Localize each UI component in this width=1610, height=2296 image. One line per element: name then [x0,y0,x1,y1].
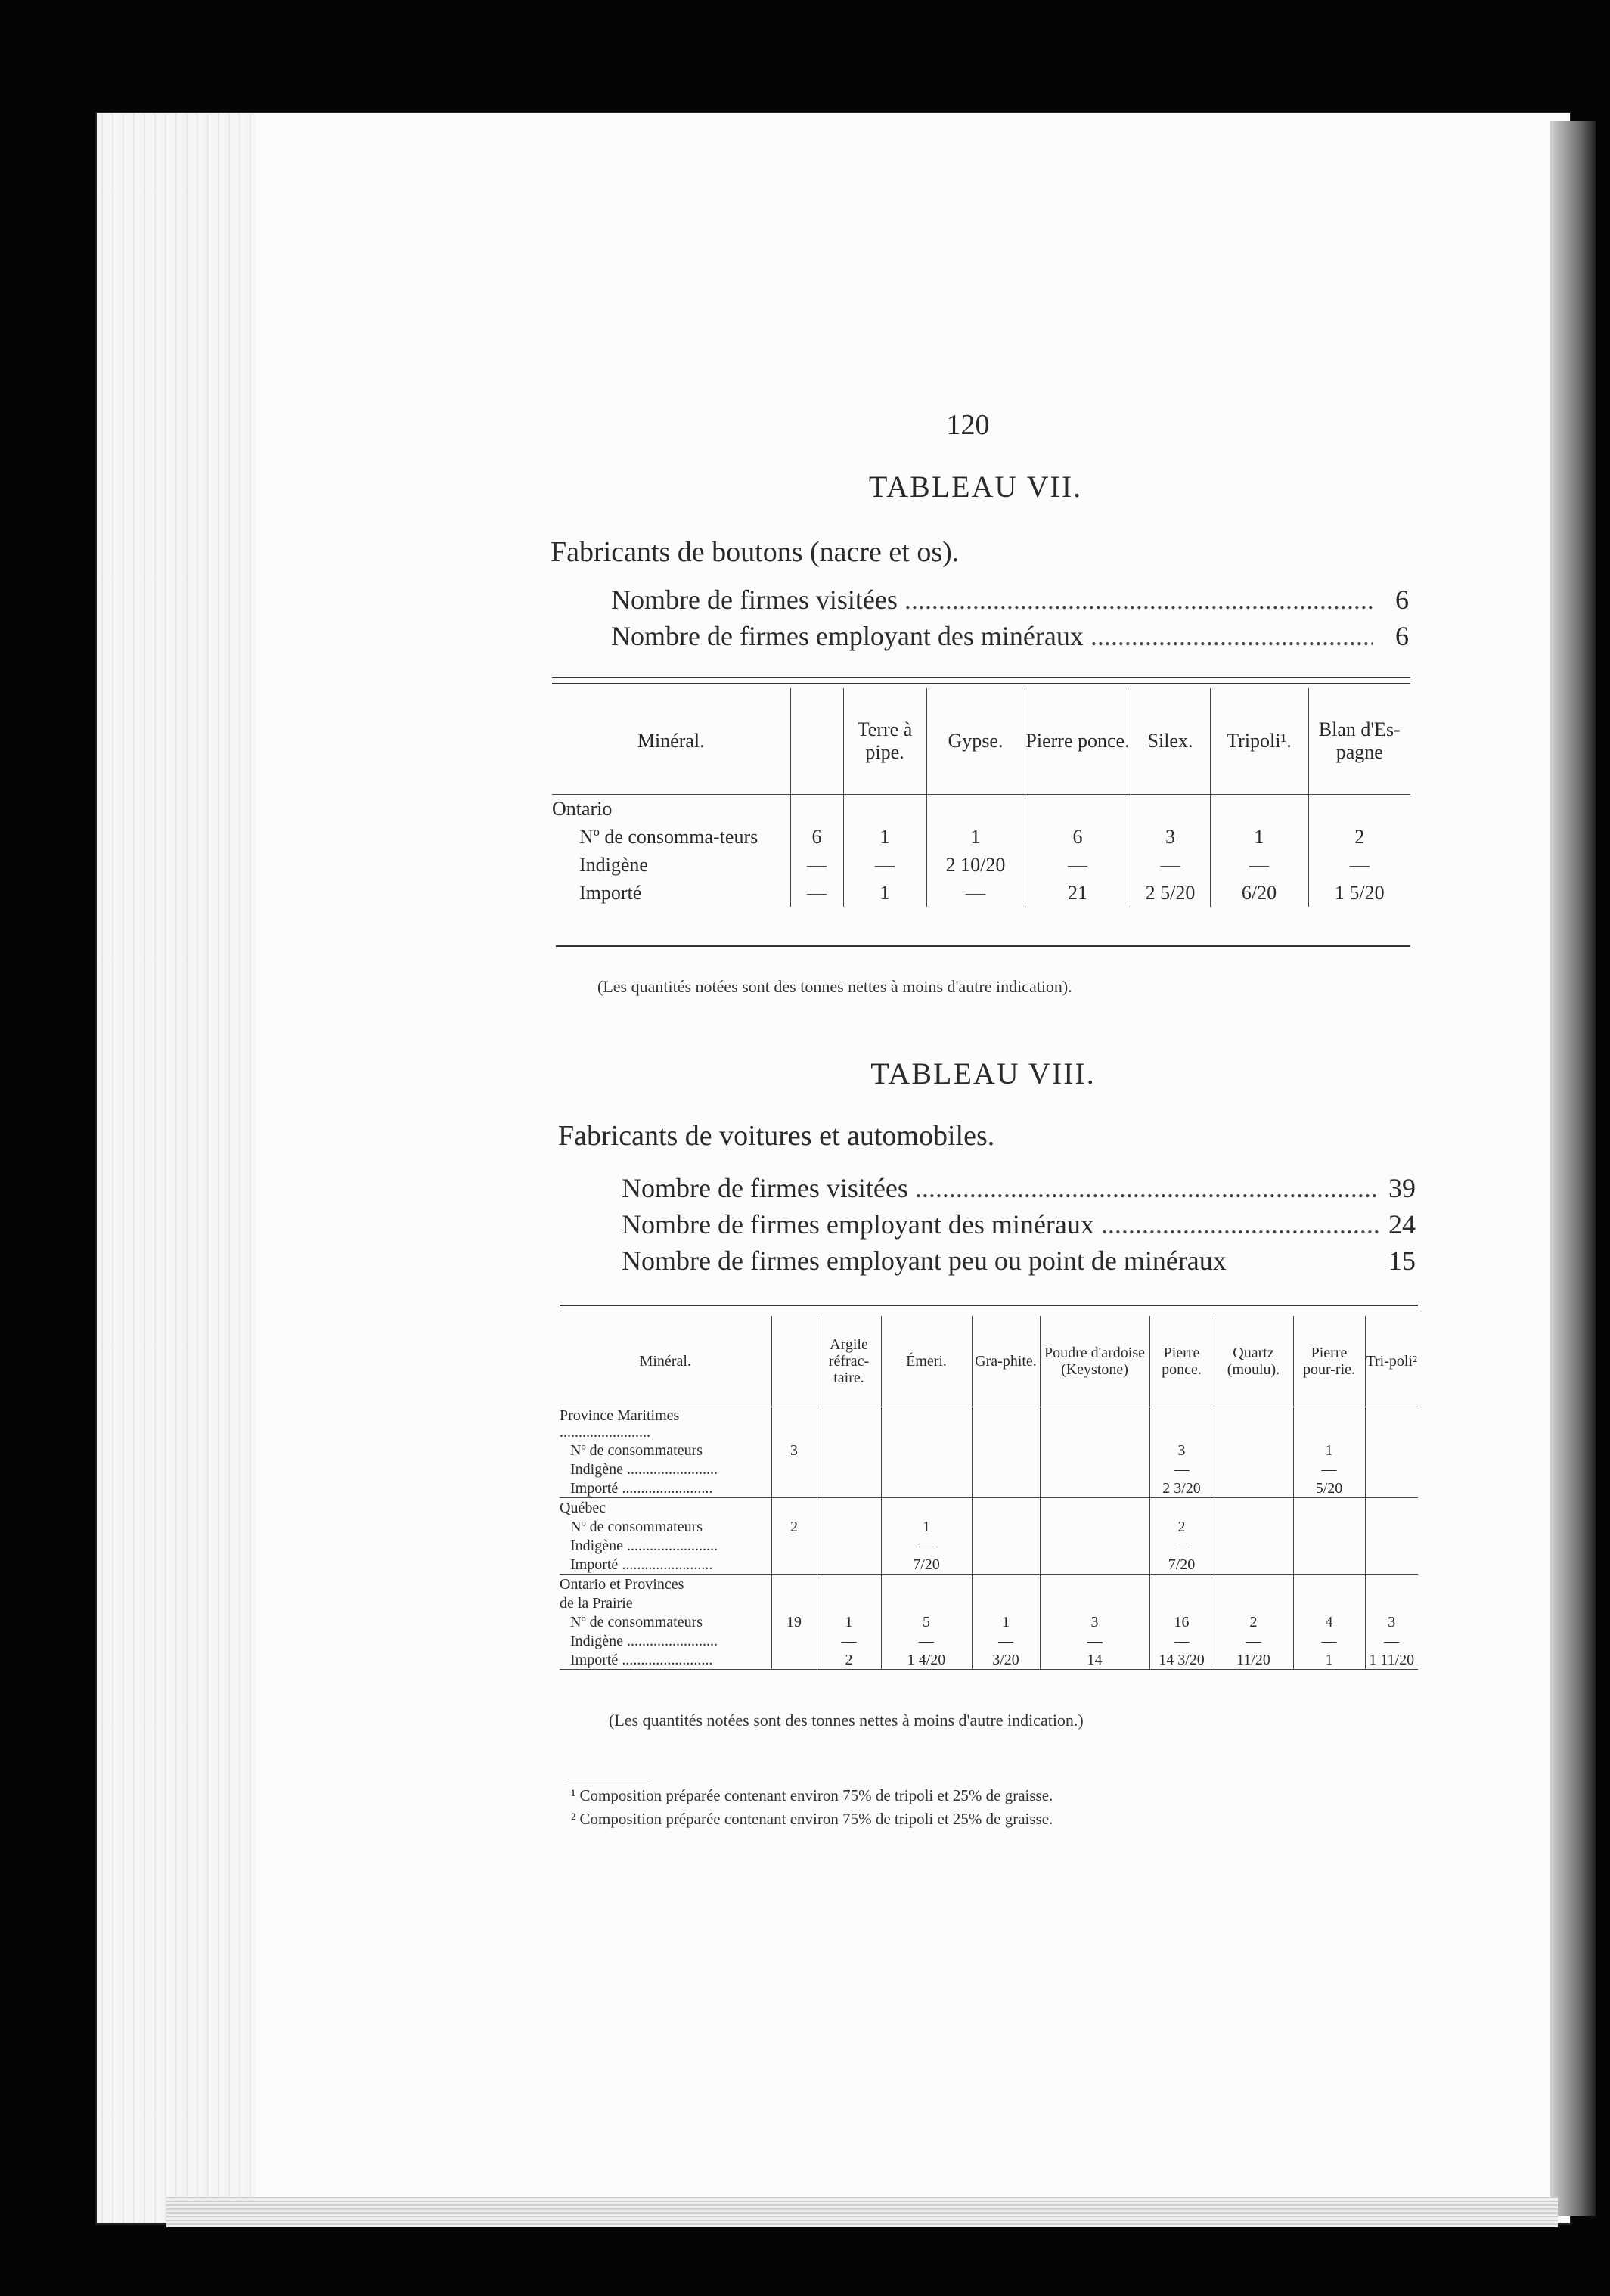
tableau8-visited-label: Nombre de firmes visitées ..... [622,1172,1379,1204]
tableau8-top-rule [560,1305,1418,1306]
cell: 1 [817,1612,881,1631]
table-row [560,1650,1418,1670]
cell: 2 5/20 [1131,879,1210,907]
table-row [560,1555,1418,1575]
table-row [560,1478,1418,1498]
tableau8-note: (Les quantités notées sont des tonnes nettes à moins d'autre indication.) [609,1711,1084,1730]
cell [881,1441,972,1460]
cell: 3 [1131,823,1210,851]
cell [1214,1460,1293,1478]
cell [1040,1517,1149,1536]
cell [771,1460,817,1478]
row-label: Importé ..... [560,1555,771,1575]
cell [1040,1536,1149,1555]
tableau7-using-value: 6 [1395,621,1409,651]
cell [817,1536,881,1555]
table-row [552,823,1410,851]
table-row [560,1631,1418,1650]
cell: — [1149,1536,1214,1555]
cell: 6 [790,823,843,851]
cell: 14 3/20 [1149,1650,1214,1670]
page-bottom-edge [166,2197,1558,2227]
cell [771,1650,817,1670]
header-blanc-espagne: Blan d'Es-pagne [1308,688,1410,795]
cell: 3 [1040,1612,1149,1631]
tableau7-top-rule [552,677,1410,678]
tableau7-visited [611,584,1409,616]
cell: 2 [1308,823,1410,851]
cell: 3/20 [972,1650,1040,1670]
tableau8-using-value: 24 [1388,1209,1416,1240]
cell: 2 [817,1650,881,1670]
region-label: Ontario [552,797,613,820]
header-quartz: Quartz (moulu). [1214,1316,1293,1407]
table-row [552,851,1410,879]
row-label: Indigène ..... [560,1460,771,1478]
tableau8-visited-value: 39 [1388,1173,1416,1203]
row-label: Nº de consommateurs [570,1441,703,1459]
cell: 2 3/20 [1149,1478,1214,1498]
cell: — [881,1631,972,1650]
cell: — [1308,851,1410,879]
table-row [560,1407,1418,1441]
cell: 1 [843,879,926,907]
page-number: 120 [946,409,990,441]
cell: 2 [1149,1517,1214,1536]
cell: 2 [1214,1612,1293,1631]
cell: 1 11/20 [1365,1650,1418,1670]
table-row [560,1460,1418,1478]
book-page [97,113,1570,2223]
cell: 1 [1293,1441,1365,1460]
cell: — [790,851,843,879]
cell [817,1555,881,1575]
cell: — [1365,1631,1418,1650]
cell [817,1478,881,1498]
cell: 11/20 [1214,1650,1293,1670]
cell: 1 5/20 [1308,879,1410,907]
header-graphite: Gra-phite. [972,1316,1040,1407]
table-row [552,795,1410,824]
row-label: Indigène [579,853,648,876]
row-label: Importé ..... [560,1478,771,1498]
cell: — [1293,1460,1365,1478]
cell: 3 [1149,1441,1214,1460]
cell: 1 [1293,1650,1365,1670]
cell: — [1214,1631,1293,1650]
cell [972,1517,1040,1536]
cell [1365,1555,1418,1575]
cell: 3 [1365,1612,1418,1631]
cell: — [881,1536,972,1555]
cell [1365,1517,1418,1536]
table-row [560,1593,1418,1612]
cell: 19 [771,1612,817,1631]
cell [1365,1441,1418,1460]
cell [972,1478,1040,1498]
row-label: Nº de consommateurs [570,1613,703,1630]
tableau7-subtitle: Fabricants de boutons (nacre et os). [551,536,960,568]
row-label: Nº de consomma-teurs [579,825,758,848]
cell [1214,1517,1293,1536]
cell [1214,1536,1293,1555]
tableau8-subtitle: Fabricants de voitures et automobiles. [558,1120,995,1152]
region-label: Ontario et Provinces [560,1575,684,1593]
header-pierre-pourrie: Pierre pour-rie. [1293,1316,1365,1407]
cell: 7/20 [1149,1555,1214,1575]
tableau8-few-value: 15 [1388,1246,1416,1276]
cell: — [817,1631,881,1650]
page-edge [1550,121,1596,2216]
tableau7-top-rule-2 [552,683,1410,684]
cell: 2 [771,1517,817,1536]
cell: — [1149,1631,1214,1650]
header-poudre-ardoise: Poudre d'ardoise (Keystone) [1040,1316,1149,1407]
cell [1040,1555,1149,1575]
cell: 14 [1040,1650,1149,1670]
row-label: Nº de consommateurs [570,1518,703,1535]
cell [881,1460,972,1478]
page-gutter [97,113,256,2223]
cell: 16 [1149,1612,1214,1631]
region-label: Québec [560,1499,606,1516]
cell: 1 [881,1517,972,1536]
tableau8-using [622,1209,1416,1240]
cell [972,1555,1040,1575]
cell: 4 [1293,1612,1365,1631]
tableau8-header-row [560,1316,1418,1407]
header-pierre-ponce: Pierre ponce. [1025,688,1131,795]
cell: — [972,1631,1040,1650]
table-row [560,1441,1418,1460]
region-label-2: de la Prairie [560,1594,633,1612]
cell: 1 4/20 [881,1650,972,1670]
row-label: Indigène ..... [560,1536,771,1555]
row-label: Indigène ..... [560,1631,771,1650]
table-row [552,879,1410,907]
footnote-1: ¹ Composition préparée contenant environ 75% de tripoli et 25% de graisse. [571,1786,1053,1804]
cell [817,1517,881,1536]
cell: 5 [881,1612,972,1631]
cell [881,1478,972,1498]
tableau8-title: TABLEAU VIII. [870,1056,1096,1091]
header-pierre-ponce: Pierre ponce. [1149,1316,1214,1407]
cell: 21 [1025,879,1131,907]
cell: — [1040,1631,1149,1650]
table-row [560,1517,1418,1536]
tableau7-header-row [552,688,1410,795]
cell: 1 [843,823,926,851]
header-terre-a-pipe: Terre à pipe. [843,688,926,795]
header-argile: Argile réfrac-taire. [817,1316,881,1407]
cell [1214,1555,1293,1575]
row-label: Importé ..... [560,1650,771,1670]
table-row [560,1498,1418,1518]
header-count [790,688,843,795]
header-tripoli: Tri-poli² [1365,1316,1418,1407]
cell [1293,1536,1365,1555]
cell: 1 [1210,823,1308,851]
cell [1365,1478,1418,1498]
cell: — [926,879,1025,907]
tableau7-using [611,620,1409,652]
tableau8-visited [622,1172,1416,1204]
cell [771,1536,817,1555]
cell [817,1460,881,1478]
cell [771,1631,817,1650]
tableau8-few [622,1245,1416,1277]
cell: 1 [972,1612,1040,1631]
tableau8-table [560,1316,1418,1670]
cell [972,1460,1040,1478]
cell [1293,1555,1365,1575]
cell: — [1131,851,1210,879]
header-mineral: Minéral. [560,1316,771,1407]
cell: — [1025,851,1131,879]
table-row [560,1536,1418,1555]
cell [1040,1478,1149,1498]
cell [1293,1517,1365,1536]
cell [1214,1478,1293,1498]
tableau7-title: TABLEAU VII. [868,470,1083,504]
cell: — [790,879,843,907]
tableau7-bottom-rule [556,945,1410,947]
cell: 6/20 [1210,879,1308,907]
tableau7-visited-value: 6 [1395,585,1409,615]
cell: 5/20 [1293,1478,1365,1498]
header-gypse: Gypse. [926,688,1025,795]
cell [817,1441,881,1460]
tableau7-note: (Les quantités notées sont des tonnes nettes à moins d'autre indication). [597,977,1072,996]
cell [1365,1536,1418,1555]
cell: — [1149,1460,1214,1478]
cell: — [843,851,926,879]
cell: 6 [1025,823,1131,851]
tableau8-using-label: Nombre de firmes employant des minéraux ..... [622,1209,1379,1240]
cell [1365,1460,1418,1478]
cell: 3 [771,1441,817,1460]
header-mineral: Minéral. [552,688,790,795]
cell: 7/20 [881,1555,972,1575]
cell [1040,1460,1149,1478]
table-row [560,1612,1418,1631]
cell [1040,1441,1149,1460]
cell [972,1536,1040,1555]
region-label: Province Maritimes ..... [560,1407,771,1441]
header-count [771,1316,817,1407]
cell: — [1293,1631,1365,1650]
header-silex: Silex. [1131,688,1210,795]
tableau7-visited-label: Nombre de firmes visitées ..... [611,584,1373,616]
cell: 1 [926,823,1025,851]
tableau7-using-label: Nombre de firmes employant des minéraux ..... [611,620,1373,652]
cell: 2 10/20 [926,851,1025,879]
cell [771,1555,817,1575]
header-emeri: Émeri. [881,1316,972,1407]
row-label: Importé [579,881,642,904]
footnote-2: ² Composition préparée contenant environ 75% de tripoli et 25% de graisse. [571,1810,1053,1828]
cell [972,1441,1040,1460]
cell: — [1210,851,1308,879]
cell [1214,1441,1293,1460]
table-row [560,1575,1418,1594]
cell [771,1478,817,1498]
tableau7-table [552,688,1410,907]
header-tripoli: Tripoli¹. [1210,688,1308,795]
tableau8-few-label: Nombre de firmes employant peu ou point de minéraux [622,1246,1227,1276]
